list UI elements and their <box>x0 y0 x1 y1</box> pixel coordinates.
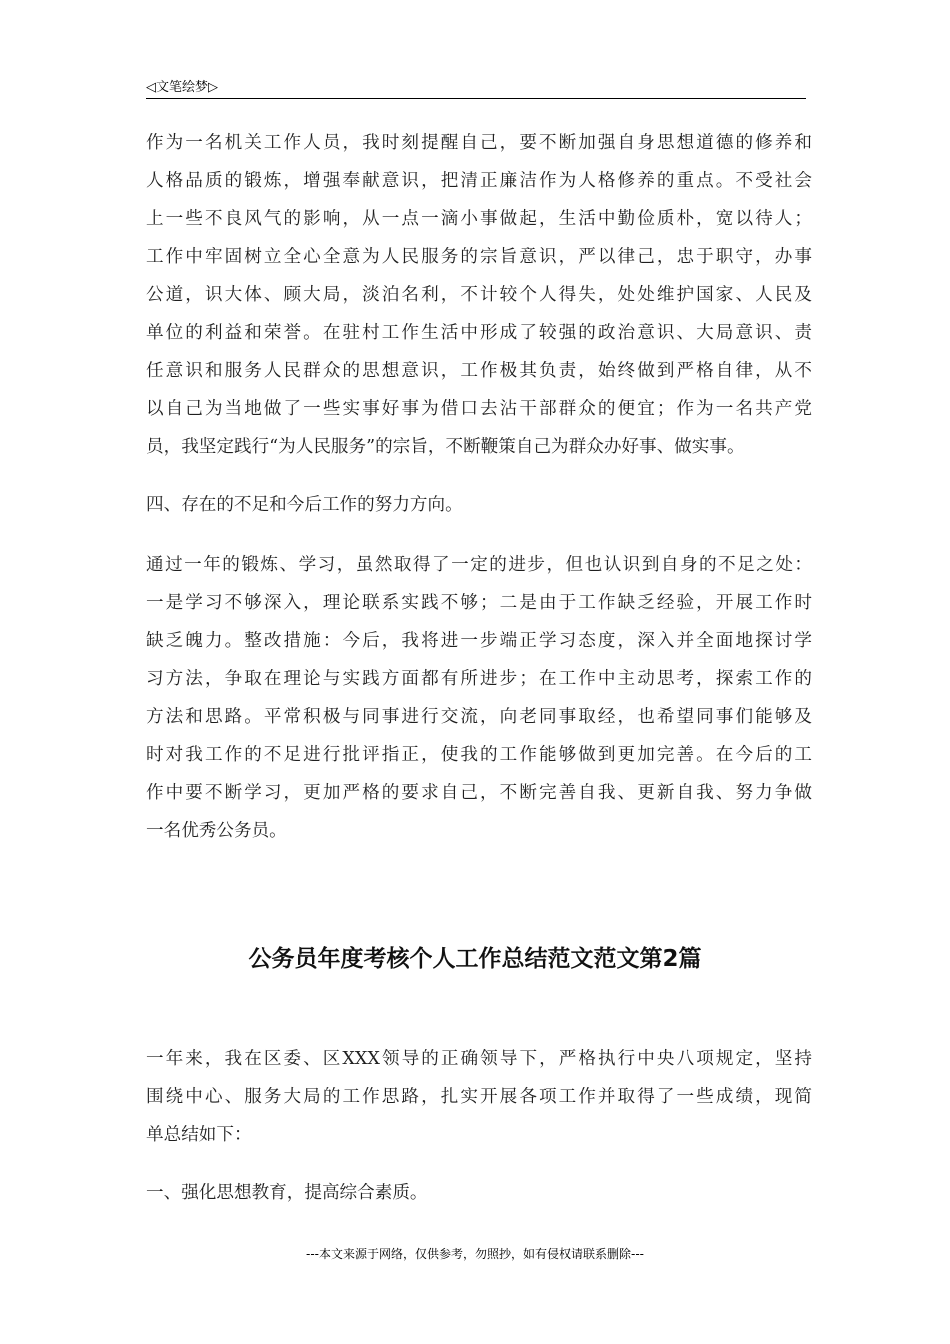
text-line: 作中要不断学习，更加严格的要求自己，不断完善自我、更新自我、努力争做 <box>146 783 812 803</box>
text-line: 通过一年的锻炼、学习，虽然取得了一定的进步，但也认识到自身的不足之处： <box>146 555 812 575</box>
text-line: 公道，识大体、顾大局，淡泊名利，不计较个人得失，处处维护国家、人民及 <box>146 285 812 305</box>
text-line: 单位的利益和荣誉。在驻村工作生活中形成了较强的政治意识、大局意识、责 <box>146 323 812 343</box>
text-line: 四、存在的不足和今后工作的努力方向。 <box>146 495 463 515</box>
text-line: 方法和思路。平常积极与同事进行交流，向老同事取经，也希望同事们能够及 <box>146 707 812 727</box>
text-line: 人格品质的锻炼，增强奉献意识，把清正廉洁作为人格修养的重点。不受社会 <box>146 171 812 191</box>
page-header <box>146 74 806 99</box>
text-line: 任意识和服务人民群众的思想意识，工作极其负责，始终做到严格自律，从不 <box>146 361 812 381</box>
text-line: 作为一名机关工作人员，我时刻提醒自己，要不断加强自身思想道德的修养和 <box>146 133 812 153</box>
text-line: 上一些不良风气的影响，从一点一滴小事做起，生活中勤俭质朴，宽以待人； <box>146 209 812 229</box>
text-line: 以自己为当地做了一些实事好事为借口去沾干部群众的便宜；作为一名共产党 <box>146 399 812 419</box>
text-line: 围绕中心、服务大局的工作思路，扎实开展各项工作并取得了一些成绩，现简 <box>146 1087 812 1107</box>
text-line: 缺乏魄力。整改措施：今后，我将进一步端正学习态度，深入并全面地探讨学 <box>146 631 812 651</box>
document-body-1 <box>146 124 812 850</box>
text-line: 单总结如下： <box>146 1125 252 1145</box>
text-line: 一年来，我在区委、区XXX领导的正确领导下，严格执行中央八项规定，坚持 <box>146 1049 812 1069</box>
text-line: 工作中牢固树立全心全意为人民服务的宗旨意识，严以律己，忠于职守，办事 <box>146 247 812 267</box>
text-line: 时对我工作的不足进行批评指正，使我的工作能够做到更加完善。在今后的工 <box>146 745 812 765</box>
article-title: 公务员年度考核个人工作总结范文范文第2篇 <box>248 946 702 972</box>
document-body-2 <box>146 1040 812 1212</box>
text-line: 习方法，争取在理论与实践方面都有所进步；在工作中主动思考，探索工作的 <box>146 669 812 689</box>
page-footer: ---本文来源于网络，仅供参考，勿照抄，如有侵权请联系删除--- <box>306 1247 644 1261</box>
text-line: 一是学习不够深入，理论联系实践不够；二是由于工作缺乏经验，开展工作时 <box>146 593 812 613</box>
section-heading-1 <box>146 1174 812 1212</box>
paragraph-3 <box>146 546 812 850</box>
text-line: 一、强化思想教育，提高综合素质。 <box>146 1183 428 1203</box>
text-line: 员，我坚定践行“为人民服务”的宗旨，不断鞭策自己为群众办好事、做实事。 <box>146 437 745 457</box>
section-heading-4 <box>146 486 812 524</box>
paragraph-intro <box>146 1040 812 1154</box>
paragraph-1 <box>146 124 812 466</box>
header-title: ◁文笔绘梦▷ <box>146 80 218 95</box>
text-line: 一名优秀公务员。 <box>146 821 287 841</box>
